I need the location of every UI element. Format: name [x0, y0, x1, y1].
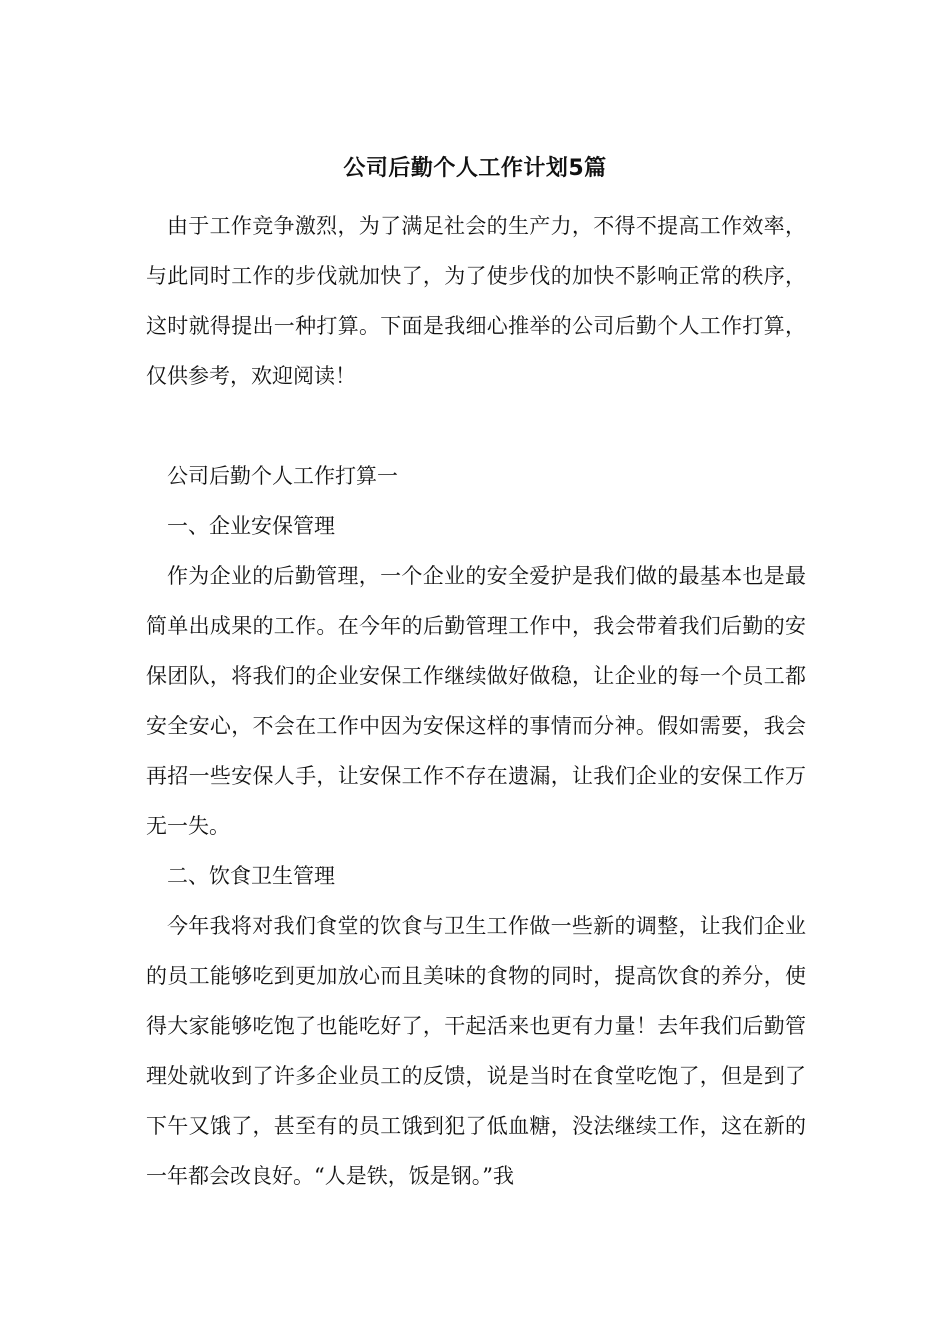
document-body: [146, 201, 806, 1201]
security-paragraph: 作为企业的后勤管理，一个企业的安全爱护是我们做的最基本也是最简单出成果的工作。在今年的后勤管理工作中，我会带着我们后勤的安保团队，将我们的企业安保工作继续做好做稳，让企业的每一个员工都安全安心，不会在工作中因为安保这样的事情而分神。假如需要，我会再招一些安保人手，让安保工作不存在遗漏，让我们企业的安保工作万无一失。: [146, 564, 806, 838]
heading-food-hygiene: 二、饮食卫生管理: [167, 864, 335, 888]
document-title: 公司后勤个人工作计划5篇: [343, 156, 607, 181]
paragraph-spacer: [146, 401, 806, 451]
section-title: 公司后勤个人工作打算一: [167, 464, 398, 488]
food-hygiene-paragraph: 今年我将对我们食堂的饮食与卫生工作做一些新的调整，让我们企业的员工能够吃到更加放心而且美味的食物的同时，提高饮食的养分，使得大家能够吃饱了也能吃好了，干起活来也更有力量！去年我们后勤管理处就收到了许多企业员工的反馈，说是当时在食堂吃饱了，但是到了下午又饿了，甚至有的员工饿到犯了低血糖，没法继续工作，这在新的一年都会改良好。“人是铁，饭是钢。”我: [146, 914, 806, 1188]
intro-paragraph: 由于工作竞争激烈，为了满足社会的生产力，不得不提高工作效率，与此同时工作的步伐就加快了，为了使步伐的加快不影响正常的秩序，这时就得提出一种打算。下面是我细心推举的公司后勤个人工作打算，仅供参考，欢迎阅读！: [146, 214, 806, 388]
heading-security: 一、企业安保管理: [167, 514, 335, 538]
